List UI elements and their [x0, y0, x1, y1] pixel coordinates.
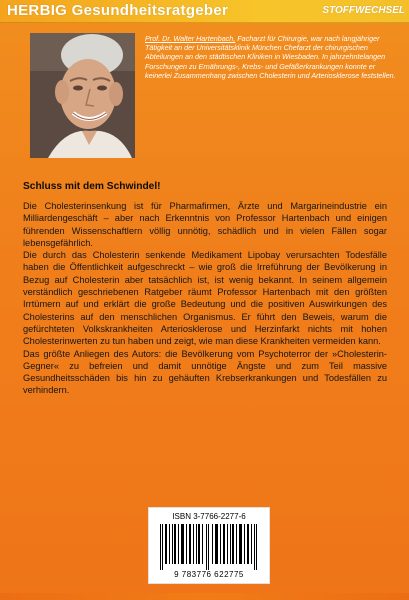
- barcode-graphic: [157, 524, 261, 570]
- headline: Schluss mit dem Schwindel!: [23, 181, 161, 192]
- author-bio: [145, 34, 397, 80]
- author-photo: [30, 33, 135, 158]
- category-label: STOFFWECHSEL: [322, 5, 405, 16]
- paragraph-1: Die Cholesterinsenkung ist für Pharmafirmen, Ärzte und Margarineindustrie ein Milliardengeschäft – aber nach Erkenntnis von Professor Hartenbach und einigen führenden Wissenschaftlern völlig unnötig, schädlich und in vielen Fällen sogar lebensgefährlich.: [23, 201, 387, 248]
- bottom-strip: [0, 593, 409, 600]
- paragraph-3: Das größte Anliegen des Autors: die Bevölkerung vom Psychoterror der »Cholesterin-Gegner« zu befreien und damit unnötige Ängste und zum Teil massive Gesundheitsschäden bis hin zu gehäuften Krebserkrankungen und Todesfällen zu verhindern.: [23, 348, 387, 396]
- book-description: [23, 180, 387, 397]
- isbn-label: ISBN 3-7766-2277-6: [172, 512, 246, 521]
- paragraph-2: Die durch das Cholesterin senkende Medikament Lipobay verursachten Todesfälle haben die Öffentlichkeit aufgeschreckt – wie groß die Irreführung der Bevölkerung in Bezug auf Cholesterin aber tatsächlich ist, ist wenig bekannt. In seinem allgemein verständlich geschriebenen Ratgeber räumt Professor Hartenbach mit den größten Irrtümern auf und erklärt die große Bedeutung und die positiven Auswirkungen des Cholesterins auf den menschlichen Organismus. Er führt den Beweis, warum die gefürchteten Volkskrankheiten Arteriosklerose und Herzinfarkt nichts mit hohen Cholesterinwerten zu tun haben und zeigt, wie man diese Krankheiten vermeiden kann.: [23, 250, 387, 347]
- barcode-digits: 9 783776 622775: [174, 570, 244, 579]
- series-title: HERBIG Gesundheitsratgeber: [7, 2, 229, 19]
- barcode-box: [148, 507, 270, 584]
- author-portrait-image: [30, 33, 135, 158]
- author-bio-text: Facharzt für Chirurgie, war nach langjähriger Tätigkeit an der Universitätsklinik München Chefarzt der chirurgischen Abteilungen an den städtischen Kliniken in Wiesbaden. In jahrzehntelangen Forschungen zu Ernährungs-, Krebs- und Gefäßerkrankungen konnte er keinerlei Zusammenhang zwischen Cholesterin und Arteriosklerose feststellen.: [145, 34, 396, 80]
- author-name: Prof. Dr. Walter Hartenbach,: [145, 34, 236, 43]
- series-header: [0, 0, 409, 23]
